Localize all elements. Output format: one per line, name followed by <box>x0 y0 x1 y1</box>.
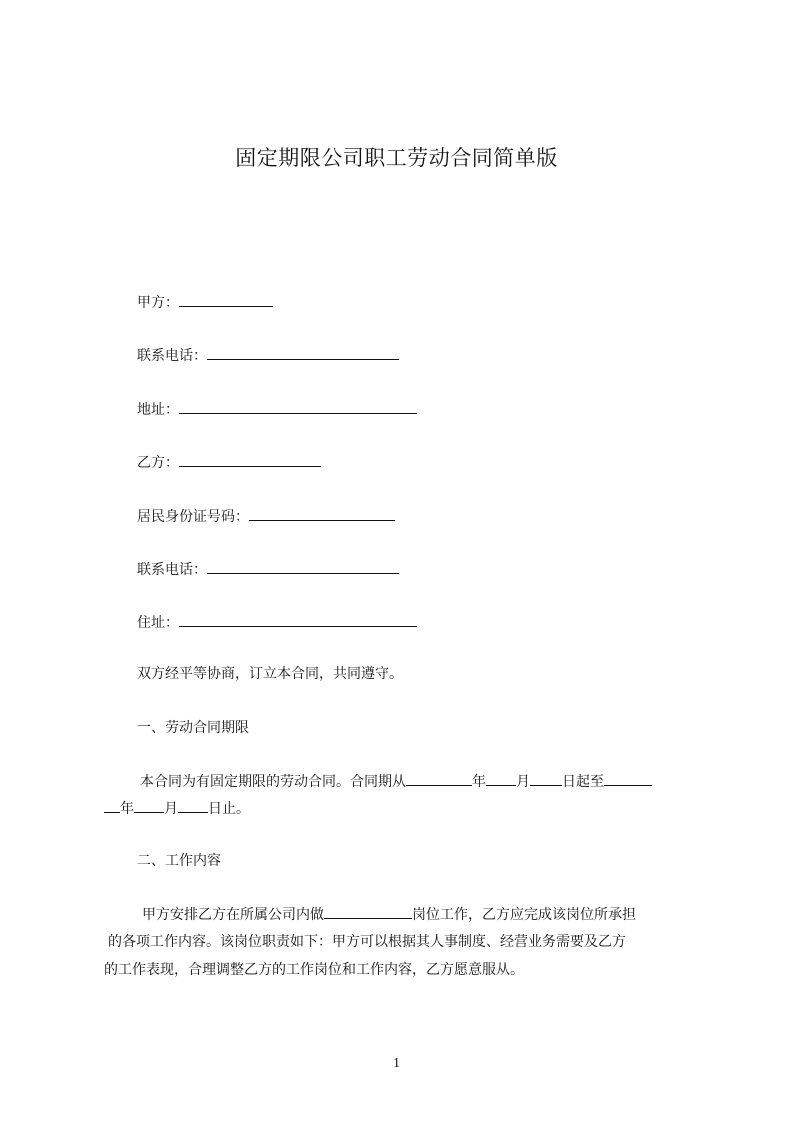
work-text-a: 甲方安排乙方在所属公司内做 <box>142 907 324 923</box>
id-number-blank <box>249 506 395 521</box>
end-year-blank-part-1 <box>604 771 652 786</box>
work-paragraph-line-3: 的工作表现，合理调整乙方的工作岗位和工作内容，乙方愿意服从。 <box>104 962 524 978</box>
end-year-text: 年 <box>120 801 134 817</box>
term-paragraph-line-1 <box>140 771 652 792</box>
party-b-phone-field <box>137 559 399 580</box>
term-text: 本合同为有固定期限的劳动合同。合同期从 <box>140 774 406 790</box>
party-a-phone-field <box>137 345 399 366</box>
document-title: 固定期限公司职工劳动合同简单版 <box>235 146 558 170</box>
section-1-heading: 一、劳动合同期限 <box>137 720 249 736</box>
party-a-field <box>137 292 273 313</box>
agreement-statement: 双方经平等协商，订立本合同，共同遵守。 <box>137 666 403 682</box>
party-b-field <box>137 452 321 473</box>
term-paragraph-line-2 <box>104 798 250 819</box>
party-a-phone-label: 联系电话： <box>137 348 207 364</box>
start-month-blank <box>486 771 516 786</box>
start-year-text: 年 <box>472 774 486 790</box>
party-a-phone-blank <box>207 345 399 360</box>
start-day-blank <box>530 771 562 786</box>
party-a-address-blank <box>179 399 417 414</box>
party-b-address-field <box>137 612 417 633</box>
party-b-address-label: 住址： <box>137 615 179 631</box>
party-a-blank <box>179 292 273 307</box>
work-paragraph-line-1 <box>142 904 636 925</box>
party-a-label: 甲方： <box>137 295 179 311</box>
end-year-blank-part-2 <box>104 798 120 813</box>
party-b-blank <box>179 452 321 467</box>
party-a-address-label: 地址： <box>137 402 179 418</box>
start-month-text: 月 <box>516 774 530 790</box>
section-2-heading: 二、工作内容 <box>137 853 221 869</box>
party-b-label: 乙方： <box>137 455 179 471</box>
end-day-text: 日止。 <box>208 801 250 817</box>
id-number-label: 居民身份证号码： <box>137 509 249 525</box>
end-month-blank <box>134 798 164 813</box>
start-day-text: 日起至 <box>562 774 604 790</box>
work-paragraph-line-2: 的各项工作内容。该岗位职责如下：甲方可以根据其人事制度、经营业务需要及乙方 <box>108 934 626 950</box>
position-blank <box>324 904 412 919</box>
party-b-phone-label: 联系电话： <box>137 562 207 578</box>
page-number: 1 <box>393 1056 400 1071</box>
start-year-blank <box>406 771 472 786</box>
party-b-phone-blank <box>207 559 399 574</box>
party-a-address-field <box>137 399 417 420</box>
work-text-b: 岗位工作，乙方应完成该岗位所承担 <box>412 907 636 923</box>
end-day-blank <box>178 798 208 813</box>
party-b-address-blank <box>179 612 417 627</box>
end-month-text: 月 <box>164 801 178 817</box>
id-number-field <box>137 506 395 527</box>
